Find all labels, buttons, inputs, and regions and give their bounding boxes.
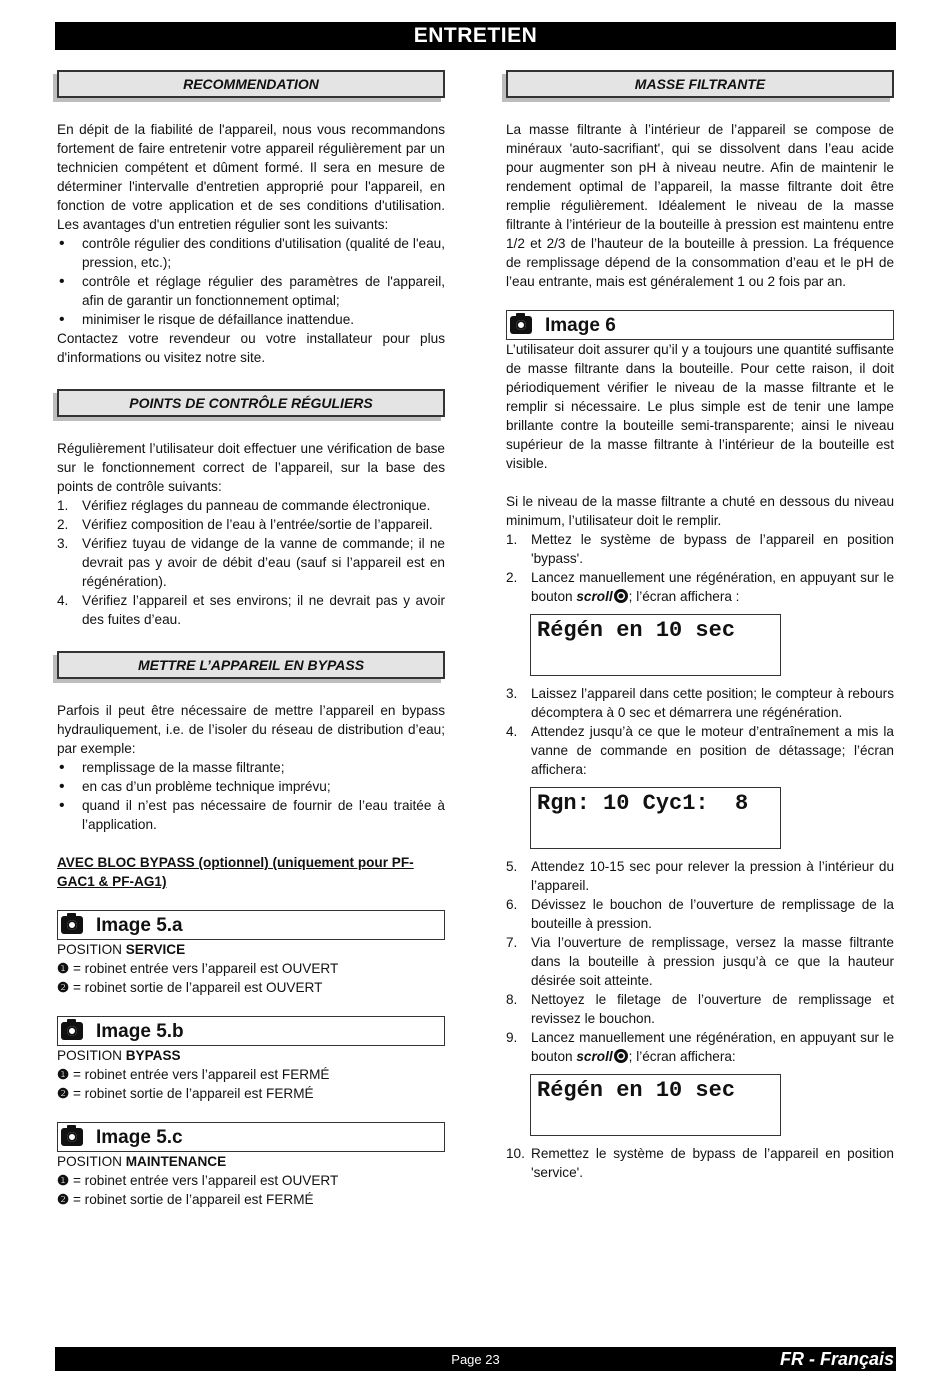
media-para3: Si le niveau de la masse filtrante a chuté en dessous du niveau minimum, l’utilisateur doit le remplir. <box>506 494 894 528</box>
left-column <box>57 70 445 1209</box>
image-5c-title: Image 5.c <box>96 1126 183 1148</box>
image-5a-box <box>57 910 445 940</box>
image-5a-line1: ❶ = robinet entrée vers l’appareil est OUVERT <box>57 961 339 976</box>
page-number: Page 23 <box>451 1352 500 1367</box>
image-5c-line2: ❷ = robinet sortie de l’appareil est FERMÉ <box>57 1192 314 1207</box>
bypass-subheading: AVEC BLOC BYPASS (optionnel) (uniquement pour PF-GAC1 & PF-AG1) <box>57 855 414 889</box>
checkpoints-list <box>57 496 445 629</box>
image-5c-line1: ❶ = robinet entrée vers l’appareil est OUVERT <box>57 1173 339 1188</box>
list-item: 3. Vérifiez tuyau de vidange de la vanne de commande; il ne devrait pas y avoir de débit d’eau (sauf si l’appareil est en régénération). <box>57 536 445 589</box>
checkpoints-header <box>57 389 445 417</box>
scroll-button-icon <box>614 1049 628 1063</box>
media-header <box>506 70 894 98</box>
list-item: 4. Vérifiez l’appareil et ses environs; il ne devrait pas y avoir des fuites d’eau. <box>57 593 445 627</box>
list-item: • contrôle et réglage régulier des paramètres de l'appareil, afin de garantir un fonctionnement optimal; <box>57 272 445 310</box>
image-5b-position: POSITION BYPASS <box>57 1048 181 1063</box>
checkpoints-title: POINTS DE CONTRÔLE RÉGULIERS <box>129 395 373 411</box>
media-title: MASSE FILTRANTE <box>634 76 766 92</box>
lcd-display-3: Régén en 10 sec <box>530 1074 781 1136</box>
lcd-display-1: Régén en 10 sec <box>530 614 781 676</box>
list-item: 2. Vérifiez composition de l’eau à l’entrée/sortie de l’appareil. <box>57 517 433 532</box>
list-item: 10. Remettez le système de bypass de l’appareil en position 'service'. <box>506 1146 894 1180</box>
image-5a-position: POSITION SERVICE <box>57 942 186 957</box>
right-column <box>506 70 894 1182</box>
camera-icon <box>61 1022 83 1040</box>
image-5c-box <box>57 1122 445 1152</box>
recommendation-title: RECOMMENDATION <box>183 76 319 92</box>
bypass-list <box>57 758 445 834</box>
list-item: 8. Nettoyez le filetage de l’ouverture de remplissage et revissez le bouchon. <box>506 992 894 1026</box>
image-5b-line2: ❷ = robinet sortie de l’appareil est FERMÉ <box>57 1086 314 1101</box>
list-item: 2. Lancez manuellement une régénération, en appuyant sur le bouton scroll ; l’écran affichera : <box>506 570 894 604</box>
media-steps-b <box>506 684 894 779</box>
page-header <box>55 22 896 50</box>
list-item: 6. Dévissez le bouchon de l’ouverture de remplissage de la bouteille à pression. <box>506 897 894 931</box>
image-5b-title: Image 5.b <box>96 1020 184 1042</box>
bypass-header <box>57 651 445 679</box>
list-item: 5. Attendez 10-15 sec pour relever la pression à l’intérieur du l’appareil. <box>506 859 894 893</box>
bypass-intro: Parfois il peut être nécessaire de mettre l’appareil en bypass hydrauliquement, i.e. de l’isoler du réseau de distribution d’eau; par exemple: <box>57 703 445 756</box>
list-item: • quand il n’est pas nécessaire de fournir de l’eau traitée à l’application. <box>57 796 445 834</box>
list-item: 9. Lancez manuellement une régénération, en appuyant sur le bouton scroll ; l’écran affichera: <box>506 1030 894 1064</box>
page-title: ENTRETIEN <box>413 24 538 47</box>
list-item: • contrôle régulier des conditions d'utilisation (qualité de l'eau, pression, etc.); <box>57 234 445 272</box>
image-6-box <box>506 310 894 340</box>
page-footer <box>55 1347 896 1371</box>
list-item: 7. Via l’ouverture de remplissage, versez la masse filtrante dans la bouteille à pression jusqu’à ce que la hauteur désirée soit atteinte. <box>506 935 894 988</box>
media-steps-c <box>506 857 894 1066</box>
image-5b-line1: ❶ = robinet entrée vers l’appareil est FERMÉ <box>57 1067 330 1082</box>
scroll-button-icon <box>614 589 628 603</box>
list-item: 1. Mettez le système de bypass de l’appareil en position 'bypass'. <box>506 532 894 566</box>
camera-icon <box>510 316 532 334</box>
media-para2: L’utilisateur doit assurer qu’il y a toujours une quantité suffisante de masse filtrante dans la bouteille. Pour cette raison, il doit périodiquement vérifier le niveau de la masse filtrante et le remplir si nécessaire. Le plus simple est de tenir une lampe brillante contre la bouteille semi-transparente; ainsi le niveau supérieur de la masse filtrante à l’intérieur de la bouteille est visible. <box>506 342 894 471</box>
image-5b-box <box>57 1016 445 1046</box>
media-intro: La masse filtrante à l’intérieur de l’appareil se compose de minéraux 'auto-sacrifiant', qui se dissolvent dans l’eau acide pour augmenter son pH à niveau neutre. Afin de maintenir le rendement optimal de l’appareil, la masse filtrante doit être remplie régulièrement. Idéalement le niveau de la masse filtrante à l’intérieur de la bouteille à pression est maintenu entre 1/2 et 2/3 de l’hauteur de la bouteille à pression. La fréquence de remplissage dépend de la consommation d’eau et le pH de l’eau entrante, mais est généralement 1 ou 2 fois par an. <box>506 122 894 289</box>
image-5c-position: POSITION MAINTENANCE <box>57 1154 227 1169</box>
media-steps-d <box>506 1144 894 1182</box>
language-label: FR - Français <box>779 1349 894 1369</box>
image-6-title: Image 6 <box>545 314 616 336</box>
list-item: 1. Vérifiez réglages du panneau de commande électronique. <box>57 498 431 513</box>
list-item: • minimiser le risque de défaillance inattendue. <box>57 310 445 329</box>
list-item: 3. Laissez l’appareil dans cette position; le compteur à rebours décomptera à 0 sec et démarrera une régénération. <box>506 686 894 720</box>
image-5a-title: Image 5.a <box>96 914 183 936</box>
recommendation-intro: En dépit de la fiabilité de l'appareil, nous vous recommandons fortement de faire entretenir votre appareil régulièrement par un technicien compétent et dûment formé. Il sera en mesure de déterminer l'intervalle d'entretien approprié pour l'appareil, en fonction de votre application et de ses conditions d'utilisation. Les avantages d'un entretien régulier sont les suivants: <box>57 122 445 232</box>
recommendation-header <box>57 70 445 98</box>
recommendation-list <box>57 234 445 329</box>
camera-icon <box>61 1128 83 1146</box>
lcd-display-2: Rgn: 10 Cyc1: 8 <box>530 787 781 849</box>
media-steps-a <box>506 530 894 606</box>
camera-icon <box>61 916 83 934</box>
list-item: • remplissage de la masse filtrante; <box>57 758 445 777</box>
checkpoints-intro: Régulièrement l’utilisateur doit effectuer une vérification de base sur le fonctionnement correct de l’appareil, sur la base des points de contrôle suivants: <box>57 441 445 494</box>
recommendation-outro: Contactez votre revendeur ou votre installateur pour plus d'informations ou visitez notre site. <box>57 331 445 365</box>
list-item: 4. Attendez jusqu’à ce que le moteur d’entraînement a mis la vanne de commande en position de détassage; l’écran affichera: <box>506 724 894 777</box>
list-item: • en cas d’un problème technique imprévu; <box>57 777 445 796</box>
image-5a-line2: ❷ = robinet sortie de l’appareil est OUVERT <box>57 980 323 995</box>
bypass-title: METTRE L’APPAREIL EN BYPASS <box>137 657 365 673</box>
